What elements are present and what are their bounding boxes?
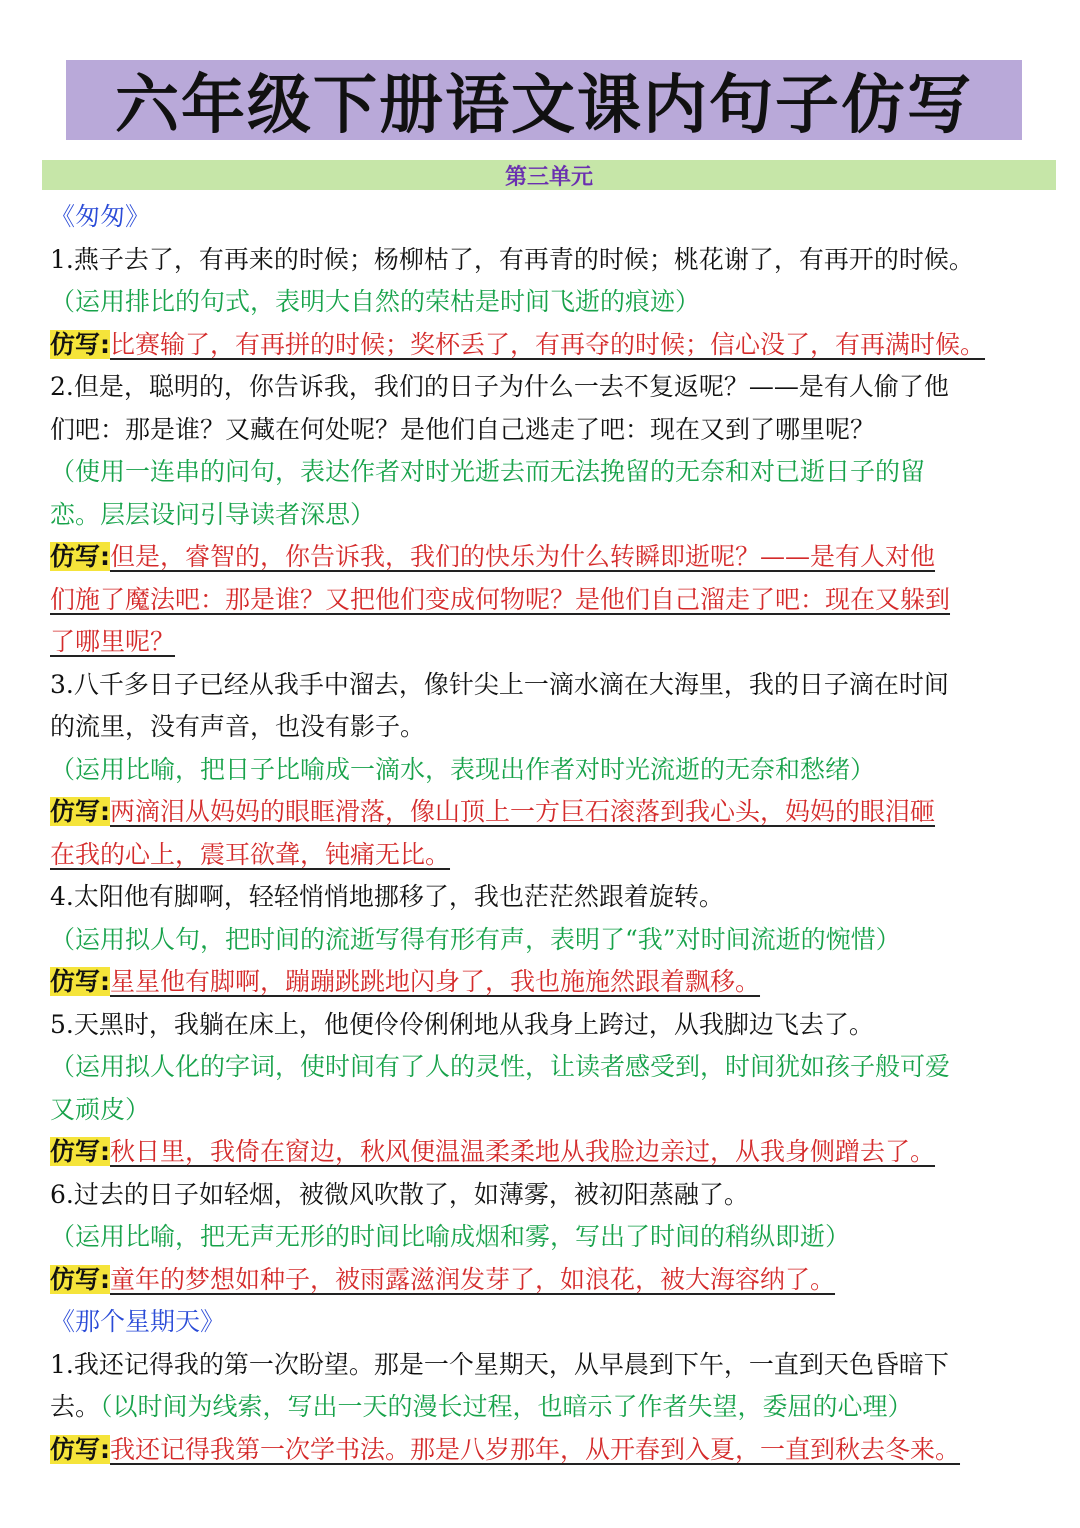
title-banner <box>66 60 1022 143</box>
analysis-note-text: 又顽皮） <box>50 1094 151 1124</box>
document-body <box>50 196 1040 1471</box>
analysis-note-line <box>50 1046 1040 1089</box>
imitation-text: 我还记得我第一次学书法。那是八岁那年，从开春到入夏，一直到秋去冬来。 <box>110 1434 961 1464</box>
original-sentence-text: 们吧：那是谁？又藏在何处呢？是他们自己逃走了吧：现在又到了哪里呢？ <box>50 414 876 444</box>
imitation-line-continued <box>50 834 1040 877</box>
imitation-label: 仿写: <box>50 1137 110 1166</box>
original-sentence-line <box>50 706 1040 749</box>
original-sentence-line <box>50 1386 1040 1429</box>
original-sentence-text: 4.太阳他有脚啊，轻轻悄悄地挪移了，我也茫茫然跟着旋转。 <box>50 882 724 911</box>
analysis-note-text: （运用比喻，把无声无形的时间比喻成烟和雾，写出了时间的稍纵即逝） <box>50 1222 851 1251</box>
imitation-label: 仿写: <box>50 542 110 571</box>
original-sentence-line <box>50 1344 1040 1387</box>
imitation-line <box>50 1131 1040 1174</box>
analysis-note-text: 恋。层层设问引导读者深思） <box>50 499 376 529</box>
imitation-text: 两滴泪从妈妈的眼眶滑落，像山顶上一方巨石滚落到我心头，妈妈的眼泪砸 <box>110 797 936 826</box>
original-sentence-text: 1.我还记得我的第一次盼望。那是一个星期天，从早晨到下午，一直到天色昏暗下 <box>50 1349 949 1379</box>
analysis-note-line <box>50 919 1040 962</box>
imitation-text: 星星他有脚啊，蹦蹦跳跳地闪身了，我也施施然跟着飘移。 <box>110 967 761 996</box>
analysis-note-line <box>50 451 1040 494</box>
imitation-line-continued <box>50 579 1040 622</box>
imitation-line <box>50 791 1040 834</box>
imitation-text: 们施了魔法吧：那是谁？又把他们变成何物呢？是他们自己溜走了吧：现在又躲到 <box>50 584 951 614</box>
original-sentence-line <box>50 876 1040 919</box>
analysis-note-line <box>50 1089 1040 1132</box>
original-sentence-text: 的流里，没有声音，也没有影子。 <box>50 712 426 741</box>
analysis-note-text: （以时间为线索，写出一天的漫长过程，也暗示了作者失望，委屈的心理） <box>100 1392 913 1421</box>
imitation-label: 仿写: <box>50 967 110 996</box>
unit-title: 第三单元 <box>504 164 593 190</box>
analysis-note-line <box>50 1216 1040 1259</box>
analysis-note-text: （运用拟人句，把时间的流逝写得有形有声，表明了“我”对时间流逝的惋惜） <box>50 924 901 954</box>
imitation-line <box>50 1259 1040 1302</box>
original-sentence-line <box>50 366 1040 409</box>
lesson-title <box>50 1301 1040 1344</box>
analysis-note-text: （使用一连串的问句，表达作者对时光逝去而无法挽留的无奈和对已逝日子的留 <box>50 457 926 486</box>
imitation-label: 仿写: <box>50 797 110 826</box>
imitation-line <box>50 961 1040 1004</box>
original-sentence-text: 3.八千多日子已经从我手中溜去，像针尖上一滴水滴在大海里，我的日子滴在时间 <box>50 669 949 699</box>
analysis-note-line <box>50 494 1040 537</box>
imitation-line <box>50 324 1040 367</box>
imitation-line <box>50 536 1040 579</box>
imitation-text: 比赛输了，有再拼的时候；奖杯丢了，有再夺的时候；信心没了，有再满时候。 <box>110 329 986 359</box>
analysis-note-line <box>50 281 1040 324</box>
imitation-text: 童年的梦想如种子，被雨露滋润发芽了，如浪花，被大海容纳了。 <box>110 1264 836 1294</box>
original-sentence-text: 去。 <box>50 1392 101 1421</box>
original-sentence-line <box>50 409 1040 452</box>
original-sentence-text: 2.但是，聪明的，你告诉我，我们的日子为什么一去不复返呢？——是有人偷了他 <box>50 372 949 401</box>
original-sentence-text: 5.天黑时，我躺在床上，他便伶伶俐俐地从我身上跨过，从我脚边飞去了。 <box>50 1009 874 1039</box>
lesson-title <box>50 196 1040 239</box>
imitation-label: 仿写: <box>50 329 110 359</box>
original-sentence-line <box>50 1004 1040 1047</box>
imitation-text: 秋日里，我倚在窗边，秋风便温温柔柔地从我脸边亲过，从我身侧蹭去了。 <box>110 1137 936 1166</box>
original-sentence-text: 6.过去的日子如轻烟，被微风吹散了，如薄雾，被初阳蒸融了。 <box>50 1179 749 1209</box>
original-sentence-line <box>50 664 1040 707</box>
imitation-line-continued <box>50 621 1040 664</box>
imitation-text: 在我的心上，震耳欲聋，钝痛无比。 <box>50 839 451 869</box>
imitation-text: 但是，睿智的，你告诉我，我们的快乐为什么转瞬即逝呢？——是有人对他 <box>110 542 936 571</box>
lesson-title-text: 《那个星期天》 <box>50 1307 226 1336</box>
analysis-note-text: （运用比喻，把日子比喻成一滴水，表现出作者对时光流逝的无奈和愁绪） <box>50 754 876 784</box>
analysis-note-text: （运用拟人化的字词，使时间有了人的灵性，让读者感受到，时间犹如孩子般可爱 <box>50 1052 951 1081</box>
lesson-title-text: 《匆匆》 <box>50 202 151 231</box>
analysis-note-text: （运用排比的句式，表明大自然的荣枯是时间飞逝的痕迹） <box>50 287 701 316</box>
imitation-label: 仿写: <box>50 1264 110 1294</box>
original-sentence-line <box>50 1174 1040 1217</box>
analysis-note-line <box>50 749 1040 792</box>
imitation-text: 了哪里呢？ <box>50 627 176 656</box>
imitation-line <box>50 1429 1040 1472</box>
original-sentence-line <box>50 239 1040 282</box>
page-title: 六年级下册语文课内句子仿写 <box>115 69 973 143</box>
unit-banner <box>42 160 1056 190</box>
imitation-label: 仿写: <box>50 1434 110 1464</box>
original-sentence-text: 1.燕子去了，有再来的时候；杨柳枯了，有再青的时候；桃花谢了，有再开的时候。 <box>50 244 974 274</box>
